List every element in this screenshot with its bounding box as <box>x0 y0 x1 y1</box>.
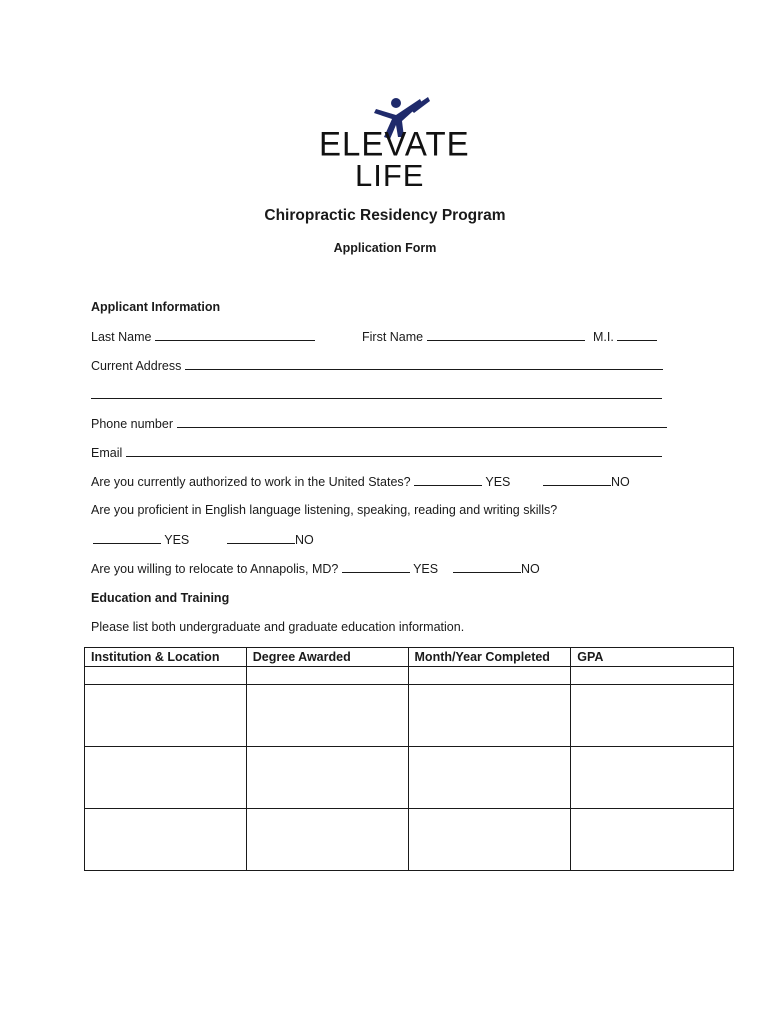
table-cell[interactable] <box>408 667 571 685</box>
table-cell[interactable] <box>571 685 734 747</box>
work-authorization-row <box>91 474 711 489</box>
table-cell[interactable] <box>571 667 734 685</box>
phone-blank[interactable] <box>177 416 667 428</box>
education-training-heading: Education and Training <box>91 591 230 605</box>
table-cell[interactable] <box>571 809 734 871</box>
relocation-no-label: NO <box>521 562 540 576</box>
english-yes-label: YES <box>164 533 190 547</box>
work-auth-yes-label: YES <box>485 475 511 489</box>
relocation-row <box>91 561 591 576</box>
email-label: Email <box>91 446 123 460</box>
table-cell[interactable] <box>571 747 734 809</box>
mi-label: M.I. <box>593 330 614 344</box>
work-auth-no-label: NO <box>611 475 630 489</box>
table-row <box>85 685 734 747</box>
mi-field[interactable] <box>593 329 657 344</box>
table-cell[interactable] <box>85 747 247 809</box>
table-cell[interactable] <box>85 809 247 871</box>
table-cell[interactable] <box>408 809 571 871</box>
english-no-option[interactable] <box>227 532 314 547</box>
english-no-blank[interactable] <box>227 532 295 544</box>
table-cell[interactable] <box>85 667 247 685</box>
table-cell[interactable] <box>246 809 408 871</box>
column-header-completed: Month/Year Completed <box>408 648 571 667</box>
first-name-label: First Name <box>362 330 424 344</box>
last-name-label: Last Name <box>91 330 152 344</box>
current-address-blank-2[interactable] <box>91 387 662 399</box>
page-subtitle: Application Form <box>333 241 437 255</box>
work-auth-no-option[interactable] <box>543 474 630 489</box>
first-name-field[interactable] <box>362 329 585 344</box>
relocation-no-option[interactable] <box>453 561 540 576</box>
relocation-question: Are you willing to relocate to Annapolis, MD? <box>91 562 339 576</box>
table-cell[interactable] <box>408 685 571 747</box>
applicant-information-heading: Applicant Information <box>91 300 221 314</box>
table-row <box>85 809 734 871</box>
column-header-degree: Degree Awarded <box>246 648 408 667</box>
current-address-line-2[interactable] <box>91 387 662 402</box>
current-address-label: Current Address <box>91 359 182 373</box>
work-auth-yes-blank[interactable] <box>414 474 482 486</box>
work-auth-no-blank[interactable] <box>543 474 611 486</box>
english-yes-option[interactable] <box>93 532 189 547</box>
current-address-field[interactable] <box>91 358 663 373</box>
table-row <box>85 747 734 809</box>
last-name-field[interactable] <box>91 329 315 344</box>
logo-text-elevate: ELEVATE <box>319 124 470 163</box>
last-name-blank[interactable] <box>155 329 315 341</box>
current-address-blank[interactable] <box>185 358 663 370</box>
page-title: Chiropractic Residency Program <box>264 207 506 224</box>
english-no-label: NO <box>295 533 314 547</box>
table-cell[interactable] <box>246 685 408 747</box>
education-table-header <box>85 648 734 667</box>
english-yes-blank[interactable] <box>93 532 161 544</box>
logo-text-life: LIFE <box>355 158 425 193</box>
table-cell[interactable] <box>246 747 408 809</box>
table-cell[interactable] <box>408 747 571 809</box>
relocation-no-blank[interactable] <box>453 561 521 573</box>
email-blank[interactable] <box>126 445 662 457</box>
relocation-yes-blank[interactable] <box>342 561 410 573</box>
english-proficiency-question: Are you proficient in English language listening, speaking, reading and writing skills? <box>91 503 558 517</box>
mi-blank[interactable] <box>617 329 657 341</box>
elevate-life-logo <box>315 95 470 195</box>
column-header-gpa: GPA <box>571 648 734 667</box>
phone-label: Phone number <box>91 417 174 431</box>
education-table <box>84 647 734 871</box>
table-row <box>85 667 734 685</box>
education-instructions: Please list both undergraduate and graduate education information. <box>91 620 465 634</box>
table-cell[interactable] <box>246 667 408 685</box>
relocation-yes-label: YES <box>413 562 439 576</box>
table-cell[interactable] <box>85 685 247 747</box>
first-name-blank[interactable] <box>427 329 585 341</box>
work-authorization-question: Are you currently authorized to work in the United States? <box>91 475 411 489</box>
email-field[interactable] <box>91 445 662 460</box>
column-header-institution: Institution & Location <box>85 648 247 667</box>
phone-field[interactable] <box>91 416 667 431</box>
